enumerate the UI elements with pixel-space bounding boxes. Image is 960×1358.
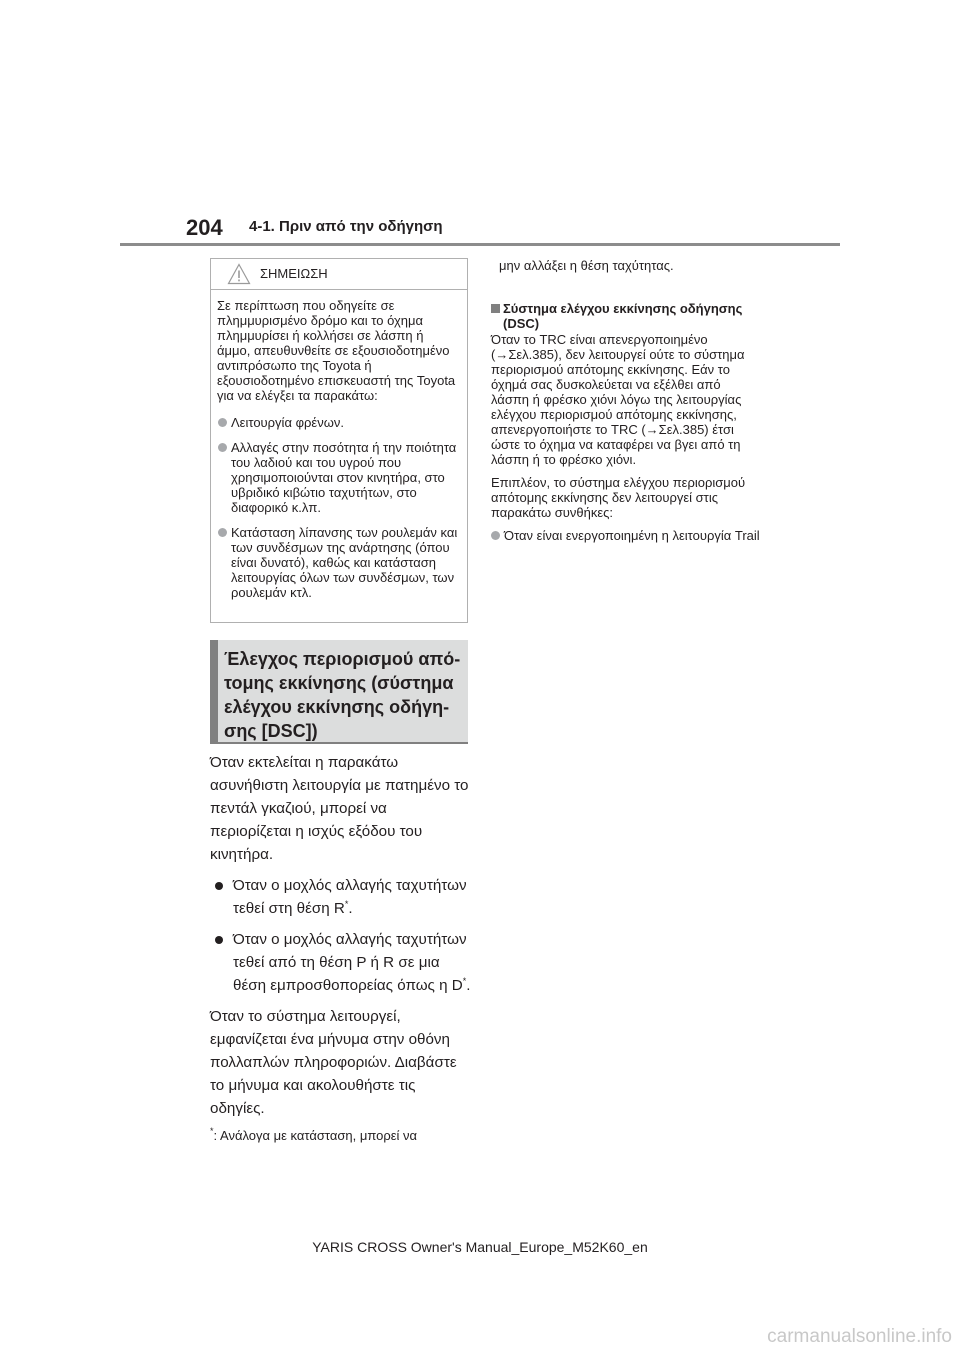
left-body: [210, 751, 472, 1144]
right-body: [491, 258, 761, 553]
bullet-dot-icon: [491, 531, 500, 540]
notice-item-text: Λειτουργία φρένων.: [231, 415, 344, 430]
conditions-paragraph: Επιπλέον, το σύστημα ελέγχου περιορισμού απότομης εκκίνησης δεν λειτουργεί στις παρακάτω συνθήκες:: [491, 475, 746, 520]
notice-box: [210, 258, 468, 623]
notice-item-text: Αλλαγές στην ποσότητα ή την ποιότητα του λαδιού και του υγρού που χρησιμοποιούνται στον κινητήρα, στο υβριδικό κιβώτιο ταχυτήτων, στο διαφορικό κ.λπ.: [231, 440, 457, 515]
subheading-text: Σύστημα ελέγχου εκκίνησης οδήγησης (DSC): [503, 301, 743, 331]
notice-item-text: Κατάσταση λίπανσης των ρουλεμάν και των συνδέσμων της ανάρτησης (όπου είναι δυνατό), καθώς και κατάσταση λειτουργίας όλων των συνδέσμων, των ρουλεμάν κτλ.: [231, 525, 458, 600]
heading-line: Έλεγχος περιορισμού από-: [224, 649, 461, 669]
notice-intro: Σε περίπτωση που οδηγείτε σε πλημμυρισμένο δρόμο και το όχημα πλημμυρίσει ή κολλήσει σε λάσπη ή άμμο, απευθυνθείτε σε εξουσιοδοτημένο αντιπρόσωπο της Toyota ή εξουσιοδοτημένο επισκευαστή της Toyota για να ελέγξει τα παρακάτω:: [217, 298, 456, 403]
condition-item: [210, 928, 472, 997]
bullet-dot-icon: [215, 936, 223, 944]
asterisk-marker: *: [210, 1126, 214, 1136]
dsc-paragraph: Όταν το TRC είναι απενεργοποιημένο (→Σελ.385), δεν λειτουργεί ούτε το σύστημα περιορισμού απότομης εκκίνησης. Εάν το όχημά σας δυσκολεύεται να εξέλθει από λάσπη ή φρέσκο χιόνι λόγω της λειτουργίας ελέγχου περιορισμού απότομης εκκίνησης, απενεργοποιήστε το TRC (→Σελ.385) έτσι ώστε το όχημα να καταφέρει να βγει από τη λάσπη ή το φρέσκο χιόνι.: [491, 332, 745, 467]
warning-triangle-icon: [227, 263, 251, 285]
bullet-dot-icon: [218, 443, 227, 452]
condition-text-main: Όταν ο μοχλός αλλαγής ταχυτήτων τεθεί από τη θέση P ή R σε μια θέση εμπροσθοπορείας όπως η D: [233, 931, 467, 994]
bullet-dot-icon: [218, 528, 227, 537]
notice-item: [217, 525, 459, 600]
period: .: [348, 900, 353, 917]
watermark: carmanualsonline.info: [767, 1326, 952, 1347]
notice-header: [211, 259, 467, 290]
notice-item: [217, 415, 459, 430]
notice-label: ΣΗΜΕΙΩΣΗ: [260, 266, 328, 281]
section-title: 4-1. Πριν από την οδήγηση: [249, 218, 443, 235]
heading-line: ελέγχου εκκίνησης οδήγη-: [224, 697, 450, 717]
bullet-dot-icon: [215, 882, 223, 890]
footnote-text: : Ανάλογα με κατάσταση, μπορεί να: [213, 1128, 418, 1143]
header-divider: [120, 243, 840, 246]
intro-paragraph: Όταν εκτελείται η παρακάτω ασυνήθιστη λειτουργία με πατημένο το πεντάλ γκαζιού, μπορεί να περιορίζεται η ισχύς εξόδου του κινητήρα.: [210, 754, 469, 863]
condition-text: Όταν είναι ενεργοποιημένη η λειτουργία Trail: [504, 528, 760, 543]
section-heading: [210, 640, 468, 744]
condition-text: [233, 928, 472, 997]
condition-item: [210, 874, 472, 920]
condition-text-main: Όταν ο μοχλός αλλαγής ταχυτήτων τεθεί στη θέση R: [233, 877, 467, 917]
page-number: 204: [186, 215, 223, 240]
footnote: [210, 1128, 472, 1144]
condition-item: [491, 528, 761, 543]
heading-line: σης [DSC]): [224, 721, 318, 741]
notice-body: [211, 290, 467, 600]
square-bullet-icon: [491, 304, 500, 313]
asterisk-marker: *: [344, 899, 349, 909]
asterisk-marker: *: [462, 976, 467, 986]
footer-text: YARIS CROSS Owner's Manual_Europe_M52K60_en: [312, 1239, 648, 1255]
period: .: [466, 977, 471, 994]
heading-line: τομης εκκίνησης (σύστημα: [224, 673, 454, 693]
continuation-text: μην αλλάξει η θέση ταχύτητας.: [499, 258, 674, 273]
message-paragraph: Όταν το σύστημα λειτουργεί, εμφανίζεται ένα μήνυμα στην οθόνη πολλαπλών πληροφοριών. Διαβάστε το μήνυμα και ακολουθήστε τις οδηγίες.: [210, 1008, 457, 1117]
condition-text: [233, 874, 472, 920]
bullet-dot-icon: [218, 418, 227, 427]
notice-item: [217, 440, 459, 515]
subheading: [491, 301, 761, 331]
